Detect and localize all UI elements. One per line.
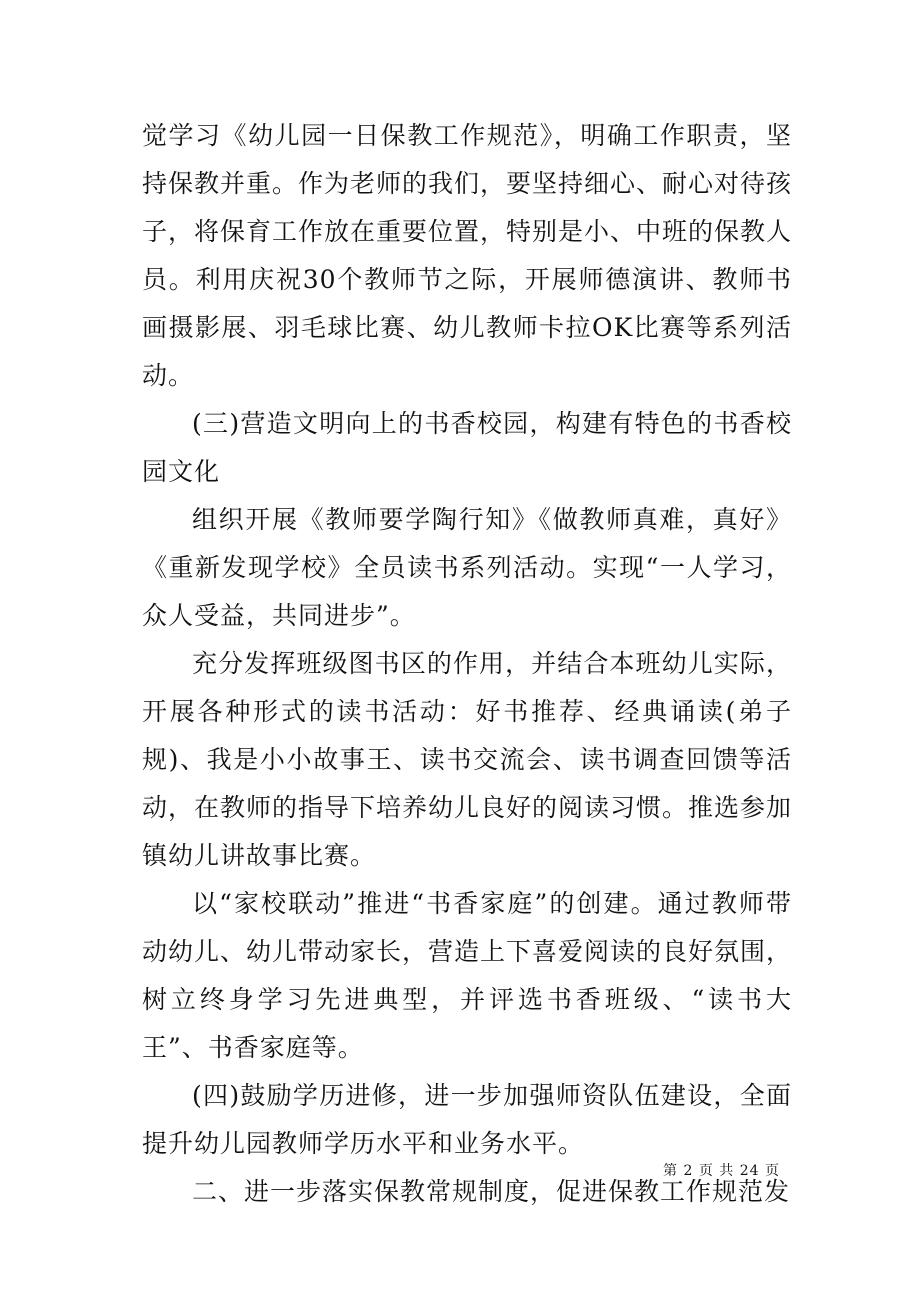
paragraph-family-reading: 以“家校联动”推进“书香家庭”的创建。通过教师带动幼儿、幼儿带动家长，营造上下喜爱阅读的良好氛围，树立终身学习先进典型，并评选书香班级、“读书大王”、书香家庭等。 [142,889,793,1062]
section-heading-three: (三)营造文明向上的书香校园，构建有特色的书香校园文化 [142,409,792,486]
paragraph-class-library: 充分发挥班级图书区的作用，并结合本班幼儿实际，开展各种形式的读书活动：好书推荐、经典诵读(弟子规)、我是小小故事王、读书交流会、读书调查回馈等活动，在教师的指导下培养幼儿良好的阅读习惯。推选参加镇幼儿讲故事比赛。 [142,649,793,870]
page-number-indicator: 第 2 页 共 24 页 [663,1163,780,1179]
document-body [142,112,792,1216]
section-heading-two: 二、进一步落实保教常规制度，促进保教工作规范发 [192,1177,791,1206]
paragraph-continuation: 觉学习《幼儿园一日保教工作规范》，明确工作职责，坚持保教并重。作为老师的我们，要坚持细心、耐心对待孩子，将保育工作放在重要位置，特别是小、中班的保教人员。利用庆祝30个教师节之际，开展师德演讲、教师书画摄影展、羽毛球比赛、幼儿教师卡拉OK比赛等系列活动。 [142,121,793,390]
section-heading-four: (四)鼓励学历进修，进一步加强师资队伍建设，全面提升幼儿园教师学历水平和业务水平。 [142,1081,792,1158]
paragraph-reading-activities: 组织开展《教师要学陶行知》《做教师真难，真好》《重新发现学校》全员读书系列活动。实现“一人学习，众人受益，共同进步”。 [142,505,792,630]
